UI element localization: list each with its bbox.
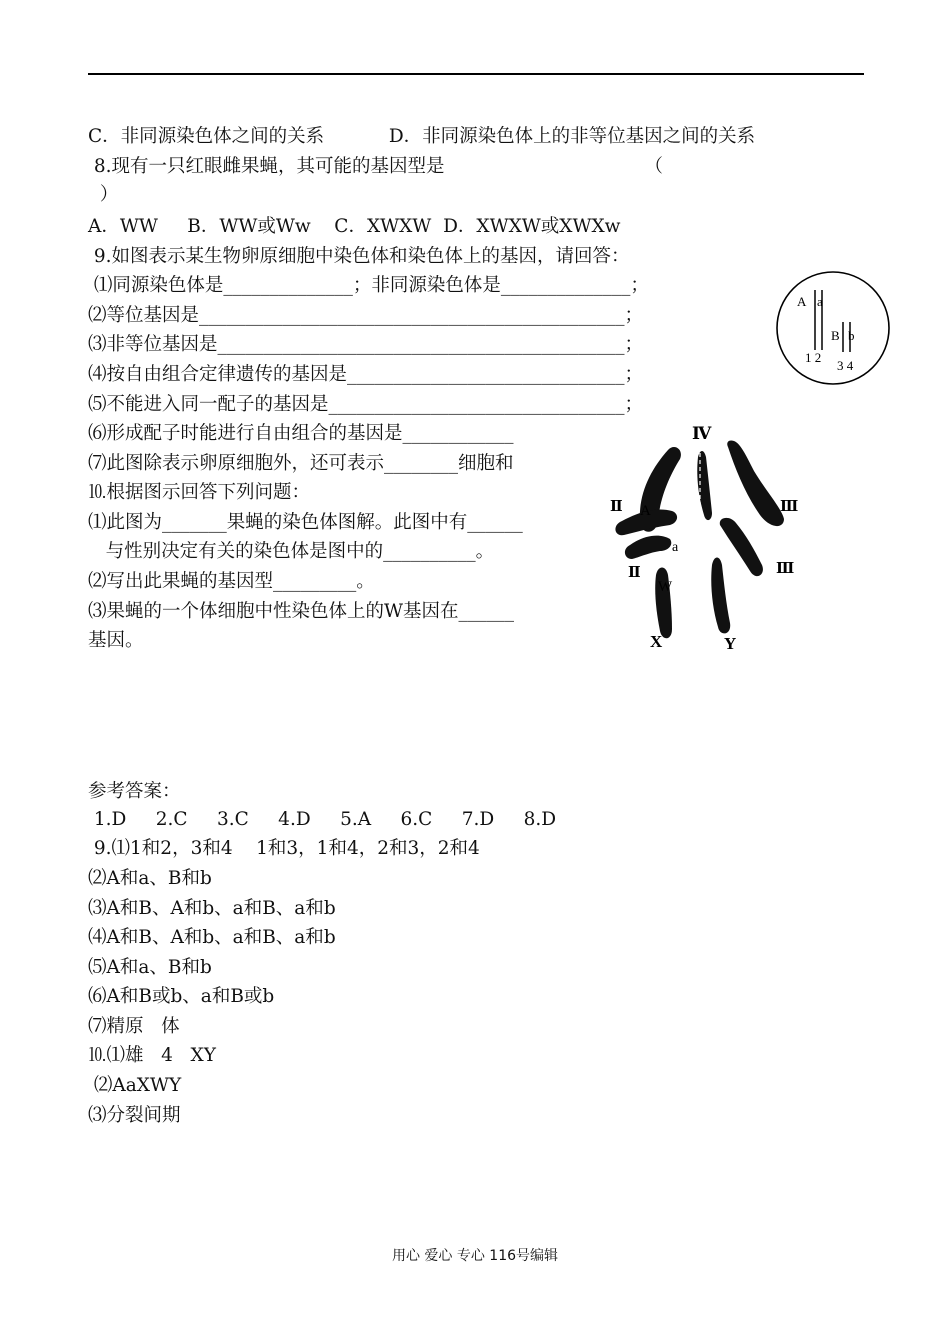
text-line: 8.现有一只红眼雌果蝇，其可能的基因型是 （ (88, 156, 663, 177)
text-line: ⑶非等位基因是____________________________________________； (88, 334, 644, 355)
fruit-fly-karyotype-figure (600, 415, 808, 660)
text-line: ⑷按自由组合定律遗传的基因是______________________________； (88, 364, 644, 385)
answer-heading: 参考答案： (88, 781, 181, 802)
text-line: ⒑根据图示回答下列问题： (88, 482, 311, 503)
cell-chromosome-figure (775, 270, 891, 386)
answer-line: ⑵A和a、B和b (88, 868, 212, 889)
answer-line: ⑹A和B或b、a和B或b (88, 986, 275, 1007)
chromosome-Y (711, 558, 730, 634)
text-line: C．非同源染色体之间的关系 D．非同源染色体上的非等位基因之间的关系 (88, 126, 756, 147)
gene-W-label: W (658, 579, 673, 595)
text-line: ⑸不能进入同一配子的基因是________________________________； (88, 394, 644, 415)
text-line: ⑴同源染色体是______________；非同源染色体是______________； (88, 275, 649, 296)
page-footer: 用心 爱心 专心 116号编辑 (391, 1248, 559, 1264)
label-Y: Y (724, 634, 737, 653)
gene-a-label: a (817, 294, 823, 309)
text-line: ⑶果蝇的一个体细胞中性染色体上的W基因在______ (88, 601, 515, 622)
text-line: 与性别决定有关的染色体是图中的__________。 (88, 541, 495, 562)
gene-A-label: A (640, 503, 651, 519)
answer-line: ⑵AaXWY (88, 1075, 182, 1096)
answer-line: ⑶分裂间期 (88, 1105, 181, 1126)
text-line: ⑵等位基因是______________________________________________； (88, 305, 644, 326)
answer-line: ⒑⑴雄 4 XY (88, 1045, 216, 1066)
text-line: A．WW B．WW或Ww C．XWXW D．XWXW或XWXw (88, 216, 621, 237)
text-line: 9.如图表示某生物卵原细胞中染色体和染色体上的基因，请回答： (88, 246, 630, 267)
label-X: X (650, 632, 663, 651)
chromosome-III-upper (727, 440, 784, 526)
text-line: ⑺此图除表示卵原细胞外，还可表示________细胞和 (88, 453, 514, 474)
text-line: 基因。 (88, 630, 144, 651)
answer-line: ⑸A和a、B和b (88, 957, 212, 978)
label-II-lower: Ⅱ (628, 565, 641, 581)
gene-A-label: A (797, 294, 807, 309)
text-line: ⑹形成配子时能进行自由组合的基因是____________ (88, 423, 514, 444)
answer-line: 1.D 2.C 3.C 4.D 5.A 6.C 7.D 8.D (88, 809, 557, 830)
answer-line: ⑶A和B、A和b、a和B、a和b (88, 898, 336, 919)
label-IV: Ⅳ (692, 424, 712, 443)
label-III-upper: Ⅲ (780, 499, 799, 515)
gene-a-label: a (672, 540, 679, 555)
label-III-lower: Ⅲ (776, 561, 795, 577)
chromosome-II-lower (625, 536, 671, 559)
chromosome-numbers-3-4: 3 4 (837, 358, 854, 373)
text-line: ⑵写出此果蝇的基因型_________。 (88, 571, 375, 592)
chromosome-numbers-1-2: 1 2 (805, 350, 822, 365)
text-line: ⑴此图为_______果蝇的染色体图解。此图中有______ (88, 512, 523, 533)
answer-line: 9.⑴1和2，3和4 1和3，1和4，2和3，2和4 (88, 838, 480, 859)
answer-line: ⑷A和B、A和b、a和B、a和b (88, 927, 336, 948)
gene-b-label: b (848, 328, 855, 343)
gene-B-label: B (831, 328, 840, 343)
chromosome-III-lower (720, 518, 763, 576)
answer-line: ⑺精原 体 (88, 1016, 180, 1037)
header-rule (88, 73, 864, 75)
text-line: ） (88, 184, 119, 205)
label-II-upper: Ⅱ (610, 499, 623, 515)
